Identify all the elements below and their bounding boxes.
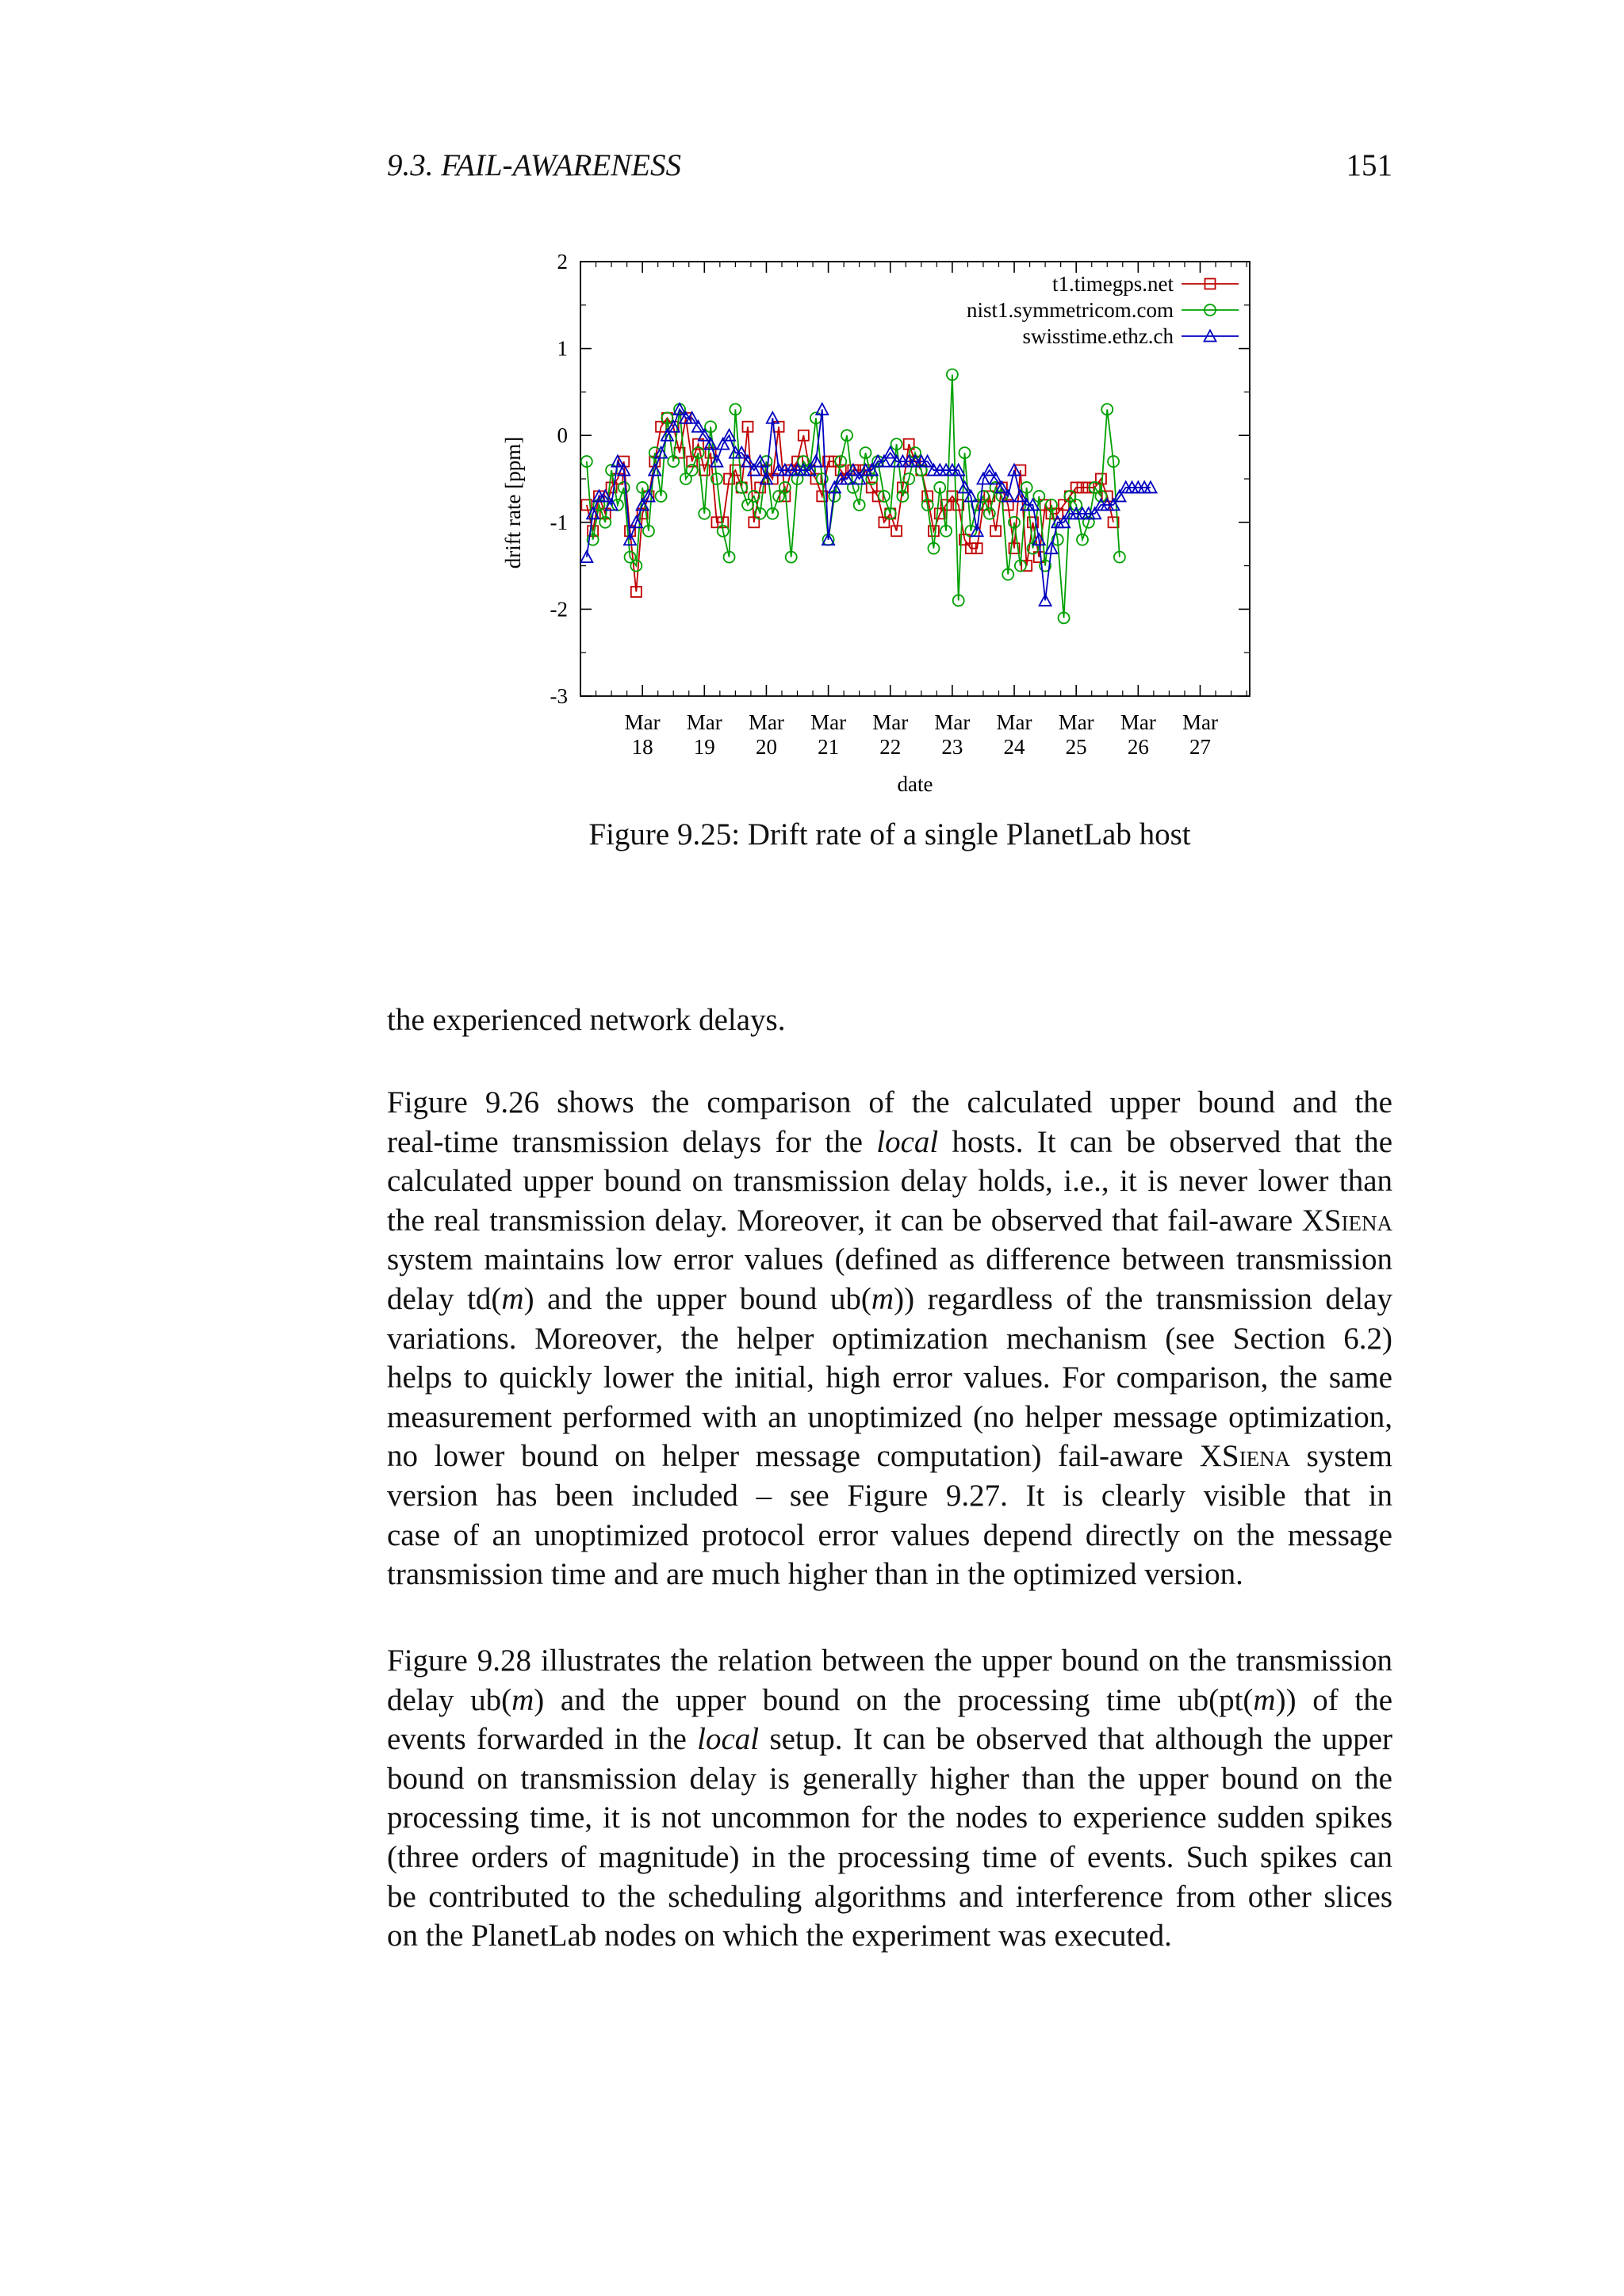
legend-label: nist1.symmetricom.com (967, 298, 1174, 322)
figure-drift-rate (476, 238, 1285, 809)
paragraph-line: the experienced network delays. (387, 1003, 786, 1037)
x-tick-label-part: 27 (1189, 735, 1211, 759)
x-tick-label (749, 710, 784, 759)
paragraph-line: the real transmission delay. Moreover, it can be observed that fail-aware XSiena (387, 1203, 1392, 1238)
paragraph-line: transmission time and are much higher than in the optimized version. (387, 1557, 1243, 1592)
paragraph-line: delay ub(m) and the upper bound on the processing time ub(pt(m)) of the (387, 1682, 1392, 1717)
x-tick-label-part: Mar (810, 710, 847, 734)
paragraph-line: Figure 9.28 illustrates the relation between the upper bound on the transmission (387, 1644, 1392, 1678)
paragraph-line: case of an unoptimized protocol error values depend directly on the message (387, 1517, 1392, 1552)
x-tick-label (997, 710, 1032, 759)
paragraph-line: Figure 9.26 shows the comparison of the calculated upper bound and the (387, 1085, 1392, 1119)
x-tick-label-part: 22 (879, 735, 902, 759)
x-tick-label-part: 19 (693, 735, 715, 759)
x-tick-label-part: Mar (934, 710, 971, 734)
section-title: 9.3. FAIL-AWARENESS (387, 148, 681, 182)
x-tick-label-part: Mar (748, 710, 784, 734)
drift-rate-chart (476, 238, 1285, 809)
paragraph-line: real-time transmission delays for the local hosts. It can be observed that the (387, 1124, 1393, 1159)
paragraph-line: processing time, it is not uncommon for the nodes to experience sudden spikes (387, 1800, 1392, 1835)
x-tick-label-part: Mar (1120, 710, 1156, 734)
x-tick-label-part: 23 (941, 735, 963, 759)
data-point (1009, 465, 1021, 476)
paragraph-line: no lower bound on helper message computation) fail-aware XSiena system (387, 1439, 1393, 1474)
paragraph-line: system maintains low error values (defined as difference between transmission (387, 1242, 1392, 1277)
paragraph-line: helps to quickly lower the initial, high error values. For comparison, the same (387, 1360, 1392, 1395)
x-tick-label (1182, 710, 1218, 759)
x-axis-label: date (897, 772, 933, 796)
x-tick-label (872, 710, 908, 759)
paragraph-line: bound on transmission delay is generally higher than the upper bound on the (387, 1761, 1392, 1796)
paragraph-line: version has been included – see Figure 9.27. It is clearly visible that in (387, 1478, 1392, 1513)
paragraph (387, 1083, 1392, 1594)
paragraph-line: be contributed to the scheduling algorithms and interference from other slices (387, 1879, 1392, 1914)
x-tick-label-part: Mar (1058, 710, 1094, 734)
x-tick-label-part: Mar (996, 710, 1032, 734)
running-head (387, 147, 1392, 187)
x-tick-label (1059, 710, 1094, 759)
x-tick-label (625, 710, 661, 759)
paragraph (387, 1001, 1392, 1040)
x-tick-label (1120, 710, 1156, 759)
y-tick-label: 1 (557, 336, 568, 361)
paragraph-line: calculated upper bound on transmission delay holds, i.e., it is never lower than (387, 1164, 1392, 1199)
x-tick-label (934, 710, 970, 759)
paragraph (387, 1641, 1392, 1956)
x-tick-label (687, 710, 722, 759)
paragraph-line: variations. Moreover, the helper optimization mechanism (see Section 6.2) (387, 1321, 1392, 1356)
x-tick-label-part: Mar (872, 710, 909, 734)
figure-caption: Figure 9.25: Drift rate of a single PlanetLab host (588, 817, 1191, 851)
legend-label: swisstime.ethz.ch (1022, 324, 1174, 348)
paragraph-line: (three orders of magnitude) in the processing time of events. Such spikes can (387, 1839, 1392, 1874)
paragraph-line: events forwarded in the local setup. It can be observed that although the upper (387, 1722, 1392, 1757)
y-tick-label: 0 (557, 423, 568, 448)
x-tick-label-part: 24 (1003, 735, 1025, 759)
x-tick-label-part: Mar (1182, 710, 1218, 734)
x-tick-label (810, 710, 846, 759)
paragraph-line: on the PlanetLab nodes on which the experiment was executed. (387, 1919, 1172, 1954)
x-tick-label-part: 20 (755, 735, 777, 759)
x-tick-label-part: 26 (1127, 735, 1149, 759)
paragraph-line: delay td(m) and the upper bound ub(m)) regardless of the transmission delay (387, 1281, 1392, 1316)
x-tick-label-part: 25 (1065, 735, 1087, 759)
paragraph-line: measurement performed with an unoptimized (no helper message optimization, (387, 1399, 1392, 1434)
y-tick-label: 2 (557, 250, 568, 274)
x-tick-label-part: 21 (818, 735, 840, 759)
y-tick-label: -3 (550, 684, 568, 708)
y-tick-label: -1 (550, 510, 568, 534)
x-tick-label-part: 18 (631, 735, 653, 759)
page-number: 151 (1346, 148, 1392, 182)
y-axis-label: drift rate [ppm] (501, 436, 525, 569)
y-tick-label: -2 (550, 597, 568, 622)
x-tick-label-part: Mar (624, 710, 661, 734)
legend-label: t1.timegps.net (1052, 272, 1174, 296)
x-tick-label-part: Mar (686, 710, 722, 734)
